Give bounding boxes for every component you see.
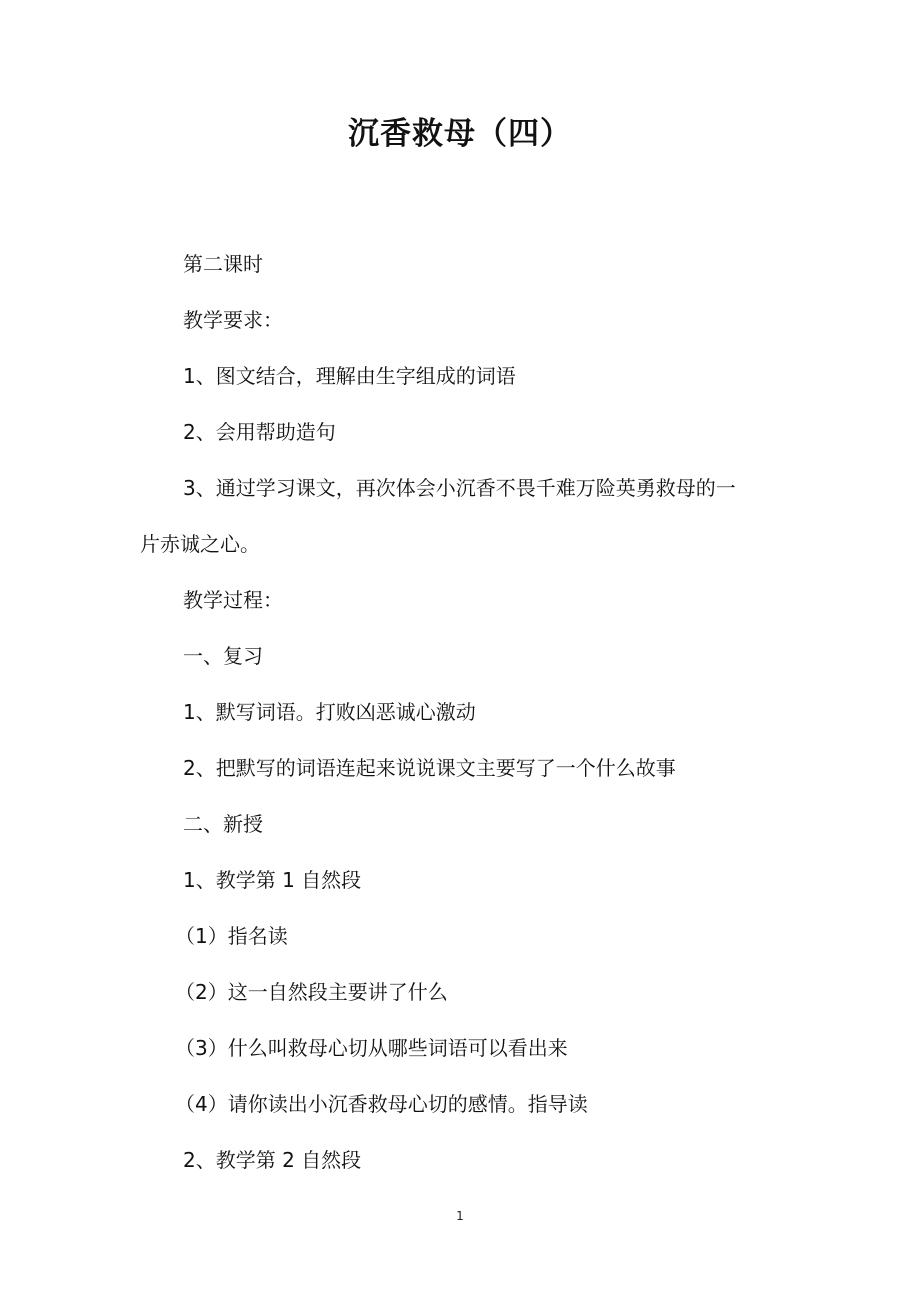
paragraph-requirement-3-continued: 片赤诚之心。 xyxy=(140,532,260,556)
paragraph-new-lesson-heading: 二、新授 xyxy=(183,812,263,836)
paragraph-lesson: 第二课时 xyxy=(183,252,263,276)
paragraph-review-1: 1、默写词语。打败凶恶诚心激动 xyxy=(183,700,476,724)
paragraph-requirement-2: 2、会用帮助造句 xyxy=(183,420,336,444)
paragraph-review-2: 2、把默写的词语连起来说说课文主要写了一个什么故事 xyxy=(183,756,676,780)
paragraph-requirement-3: 3、通过学习课文，再次体会小沉香不畏千难万险英勇救母的一 xyxy=(183,476,736,500)
paragraph-requirements-heading: 教学要求： xyxy=(183,308,283,332)
paragraph-step-2: （2）这一自然段主要讲了什么 xyxy=(175,980,448,1004)
paragraph-step-4: （4）请你读出小沉香救母心切的感情。指导读 xyxy=(175,1092,588,1116)
paragraph-teach-section-2: 2、教学第 2 自然段 xyxy=(183,1148,362,1172)
paragraph-requirement-1: 1、图文结合，理解由生字组成的词语 xyxy=(183,364,516,388)
document-body xyxy=(140,244,786,1196)
paragraph-process-heading: 教学过程： xyxy=(183,588,283,612)
page-title: 沉香救母（四） xyxy=(348,116,572,152)
paragraph-review-heading: 一、复习 xyxy=(183,644,263,668)
page-number: 1 xyxy=(456,1209,464,1223)
paragraph-teach-section-1: 1、教学第 1 自然段 xyxy=(183,868,362,892)
paragraph-step-3: （3）什么叫救母心切从哪些词语可以看出来 xyxy=(175,1036,568,1060)
paragraph-step-1: （1）指名读 xyxy=(175,924,288,948)
